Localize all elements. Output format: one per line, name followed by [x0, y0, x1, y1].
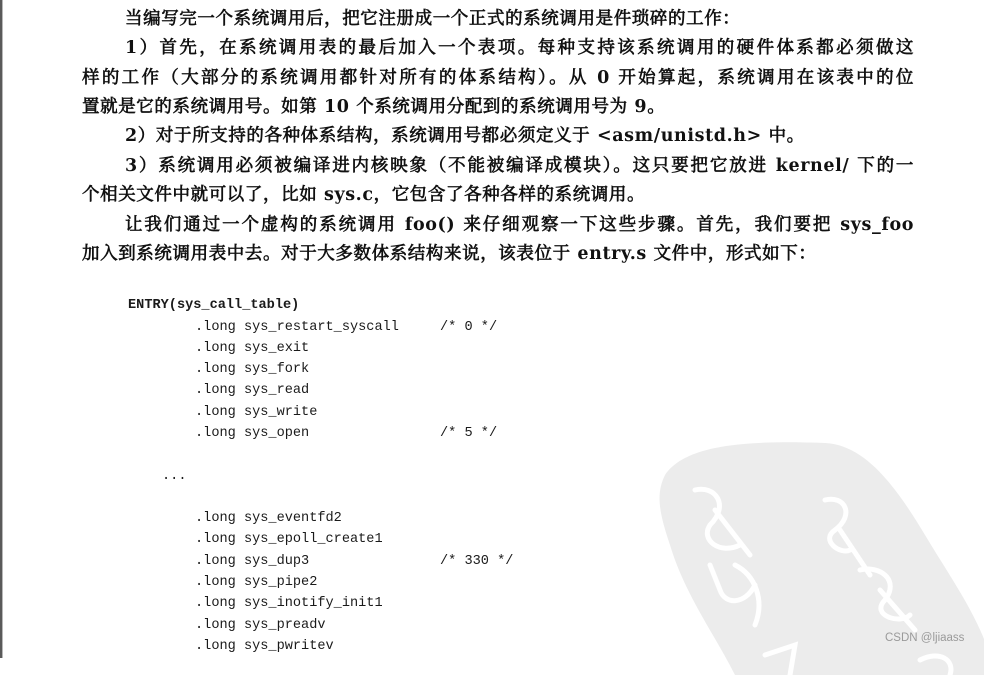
page-left-border-shadow	[2, 0, 3, 658]
code-header-text: ENTRY(sys_call_table)	[128, 298, 300, 313]
code-header	[128, 297, 299, 315]
code-ellipsis: ...	[162, 469, 187, 484]
code-comment: /* 330 */	[440, 554, 514, 569]
code-line: .long sys_read	[195, 383, 310, 398]
code-line: .long sys_preadv	[195, 618, 326, 633]
step3-line2: 个相关文件中就可以了，比如 sys.c，它包含了各种各样的系统调用。	[82, 185, 646, 205]
code-line: .long sys_eventfd2	[195, 511, 342, 526]
code-line: .long sys_fork	[195, 362, 310, 377]
code-line: .long sys_dup3	[195, 554, 310, 569]
intro-paragraph: 当编写完一个系统调用后，把它注册成一个正式的系统调用是件琐碎的工作：	[125, 9, 741, 29]
code-line: .long sys_exit	[195, 341, 310, 356]
code-line: .long sys_pwritev	[195, 639, 334, 654]
step2-line1: 2）对于所支持的各种体系结构，系统调用号都必须定义于 <asm/unistd.h> 中。	[125, 126, 805, 146]
code-instr: .long sys_restart_syscall	[195, 320, 399, 335]
code-line: .long sys_inotify_init1	[195, 596, 383, 611]
example-line2: 加入到系统调用表中去。对于大多数体系结构来说，该表位于 entry.s 文件中，形式如下：	[82, 244, 817, 264]
code-comment: /* 5 */	[440, 426, 498, 441]
code-line: .long sys_pipe2	[195, 575, 318, 590]
code-line	[195, 319, 399, 337]
code-comment: /* 0 */	[440, 320, 498, 335]
step1-line1: 1）首先，在系统调用表的最后加入一个表项。每种支持该系统调用的硬件体系都必须做这	[125, 38, 914, 58]
step3-line1: 3）系统调用必须被编译进内核映象（不能被编译成模块）。这只要把它放进 kernel/ 下的一	[125, 156, 914, 176]
code-line: .long sys_open	[195, 426, 310, 441]
example-line1: 让我们通过一个虚构的系统调用 foo() 来仔细观察一下这些步骤。首先，我们要把 sys_foo	[125, 215, 914, 235]
csdn-credit: CSDN @ljiaass	[885, 632, 965, 644]
code-line: .long sys_epoll_create1	[195, 532, 383, 547]
code-line: .long sys_write	[195, 405, 318, 420]
step1-line2: 样的工作（大部分的系统调用都针对所有的体系结构）。从 0 开始算起，系统调用在该表中的位	[82, 68, 914, 88]
step1-line3: 置就是它的系统调用号。如第 10 个系统调用分配到的系统调用号为 9。	[82, 97, 666, 117]
